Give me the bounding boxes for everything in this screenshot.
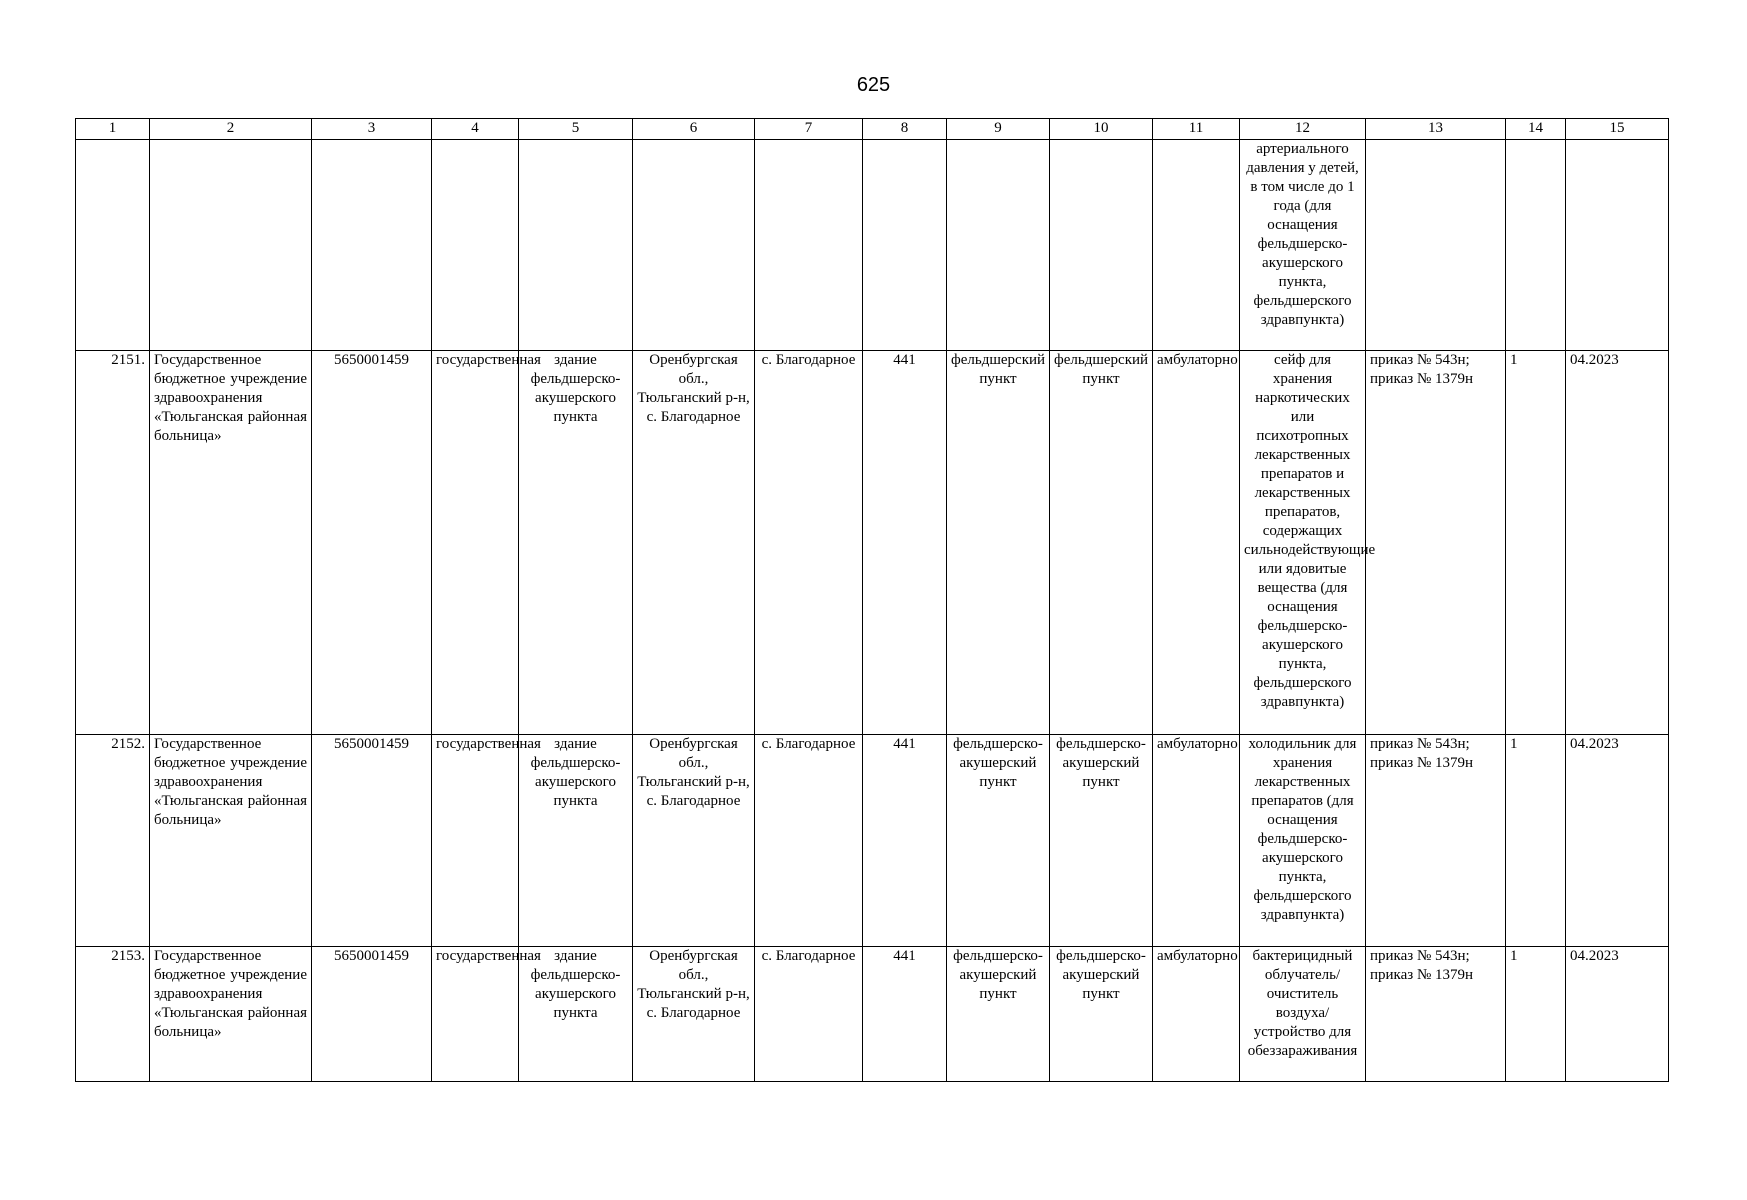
- cell-equipment: сейф для хранения наркотических или психотропных лекарственных препаратов и лекарственных препаратов, содержащих сильнодействующие или ядовитые вещества (для оснащения фельдшерско-акушерского пункта, фельдшерского здравпункта): [1240, 351, 1366, 735]
- cell-inn: [312, 140, 432, 351]
- cell-equipment: артериального давления у детей, в том числе до 1 года (для оснащения фельдшерско-акушерского пункта, фельдшерского здравпункта): [1240, 140, 1366, 351]
- cell-number: 2153.: [76, 947, 150, 1082]
- cell-building: здание фельдшерско-акушерского пункта: [519, 947, 633, 1082]
- cell-code: [863, 140, 947, 351]
- cell-unit-type: фельдшерский пункт: [947, 351, 1050, 735]
- column-header: 15: [1566, 119, 1669, 140]
- column-header: 7: [755, 119, 863, 140]
- cell-institution: Государственное бюджетное учреждение здравоохранения «Тюльганская районная больница»: [150, 735, 312, 947]
- cell-care-condition: амбулаторно: [1153, 735, 1240, 947]
- cell-settlement: с. Благодарное: [755, 735, 863, 947]
- cell-care-condition: амбулаторно: [1153, 351, 1240, 735]
- column-header: 4: [432, 119, 519, 140]
- cell-settlement: с. Благодарное: [755, 351, 863, 735]
- column-header: 8: [863, 119, 947, 140]
- cell-ownership: государственная: [432, 351, 519, 735]
- cell-settlement: [755, 140, 863, 351]
- cell-building: [519, 140, 633, 351]
- cell-ownership: государственная: [432, 947, 519, 1082]
- cell-code: 441: [863, 947, 947, 1082]
- cell-care-condition: [1153, 140, 1240, 351]
- cell-inn: 5650001459: [312, 735, 432, 947]
- table-row: [76, 140, 1669, 351]
- cell-number: 2151.: [76, 351, 150, 735]
- cell-ownership: [432, 140, 519, 351]
- table-row: [76, 351, 1669, 735]
- cell-quantity: 1: [1506, 351, 1566, 735]
- column-header: 14: [1506, 119, 1566, 140]
- cell-settlement: с. Благодарное: [755, 947, 863, 1082]
- cell-unit-type: фельдшерско-акушерский пункт: [947, 947, 1050, 1082]
- cell-address: Оренбургская обл., Тюльганский р-н, с. Благодарное: [633, 947, 755, 1082]
- cell-date: 04.2023: [1566, 947, 1669, 1082]
- column-header: 3: [312, 119, 432, 140]
- cell-equipment: бактерицидный облучатель/очиститель воздуха/устройство для обеззараживания: [1240, 947, 1366, 1082]
- column-header: 2: [150, 119, 312, 140]
- cell-unit-name: фельдшерско-акушерский пункт: [1050, 947, 1153, 1082]
- column-header: 9: [947, 119, 1050, 140]
- cell-building: здание фельдшерско-акушерского пункта: [519, 351, 633, 735]
- column-header: 11: [1153, 119, 1240, 140]
- cell-institution: Государственное бюджетное учреждение здравоохранения «Тюльганская районная больница»: [150, 351, 312, 735]
- page-number: 625: [856, 74, 891, 96]
- column-header: 13: [1366, 119, 1506, 140]
- cell-ownership: государственная: [432, 735, 519, 947]
- cell-date: 04.2023: [1566, 735, 1669, 947]
- cell-order: приказ № 543н; приказ № 1379н: [1366, 947, 1506, 1082]
- cell-code: 441: [863, 735, 947, 947]
- cell-quantity: [1506, 140, 1566, 351]
- table-row: [76, 735, 1669, 947]
- column-header: 5: [519, 119, 633, 140]
- column-header: 12: [1240, 119, 1366, 140]
- cell-institution: Государственное бюджетное учреждение здравоохранения «Тюльганская районная больница»: [150, 947, 312, 1082]
- column-header: 10: [1050, 119, 1153, 140]
- cell-inn: 5650001459: [312, 351, 432, 735]
- cell-unit-name: фельдшерский пункт: [1050, 351, 1153, 735]
- cell-code: 441: [863, 351, 947, 735]
- cell-equipment: холодильник для хранения лекарственных препаратов (для оснащения фельдшерско-акушерского пункта, фельдшерского здравпункта): [1240, 735, 1366, 947]
- cell-unit-name: [1050, 140, 1153, 351]
- cell-care-condition: амбулаторно: [1153, 947, 1240, 1082]
- cell-address: Оренбургская обл., Тюльганский р-н, с. Благодарное: [633, 351, 755, 735]
- cell-quantity: 1: [1506, 735, 1566, 947]
- column-header: 1: [76, 119, 150, 140]
- cell-date: [1566, 140, 1669, 351]
- table-row: [76, 947, 1669, 1082]
- cell-unit-type: фельдшерско-акушерский пункт: [947, 735, 1050, 947]
- cell-address: [633, 140, 755, 351]
- cell-number: [76, 140, 150, 351]
- cell-order: приказ № 543н; приказ № 1379н: [1366, 351, 1506, 735]
- cell-inn: 5650001459: [312, 947, 432, 1082]
- registry-table: [75, 118, 1669, 1082]
- cell-date: 04.2023: [1566, 351, 1669, 735]
- header-row: [76, 119, 1669, 140]
- cell-institution: [150, 140, 312, 351]
- cell-order: приказ № 543н; приказ № 1379н: [1366, 735, 1506, 947]
- cell-address: Оренбургская обл., Тюльганский р-н, с. Благодарное: [633, 735, 755, 947]
- cell-quantity: 1: [1506, 947, 1566, 1082]
- cell-order: [1366, 140, 1506, 351]
- cell-unit-type: [947, 140, 1050, 351]
- cell-unit-name: фельдшерско-акушерский пункт: [1050, 735, 1153, 947]
- column-header: 6: [633, 119, 755, 140]
- cell-number: 2152.: [76, 735, 150, 947]
- cell-building: здание фельдшерско-акушерского пункта: [519, 735, 633, 947]
